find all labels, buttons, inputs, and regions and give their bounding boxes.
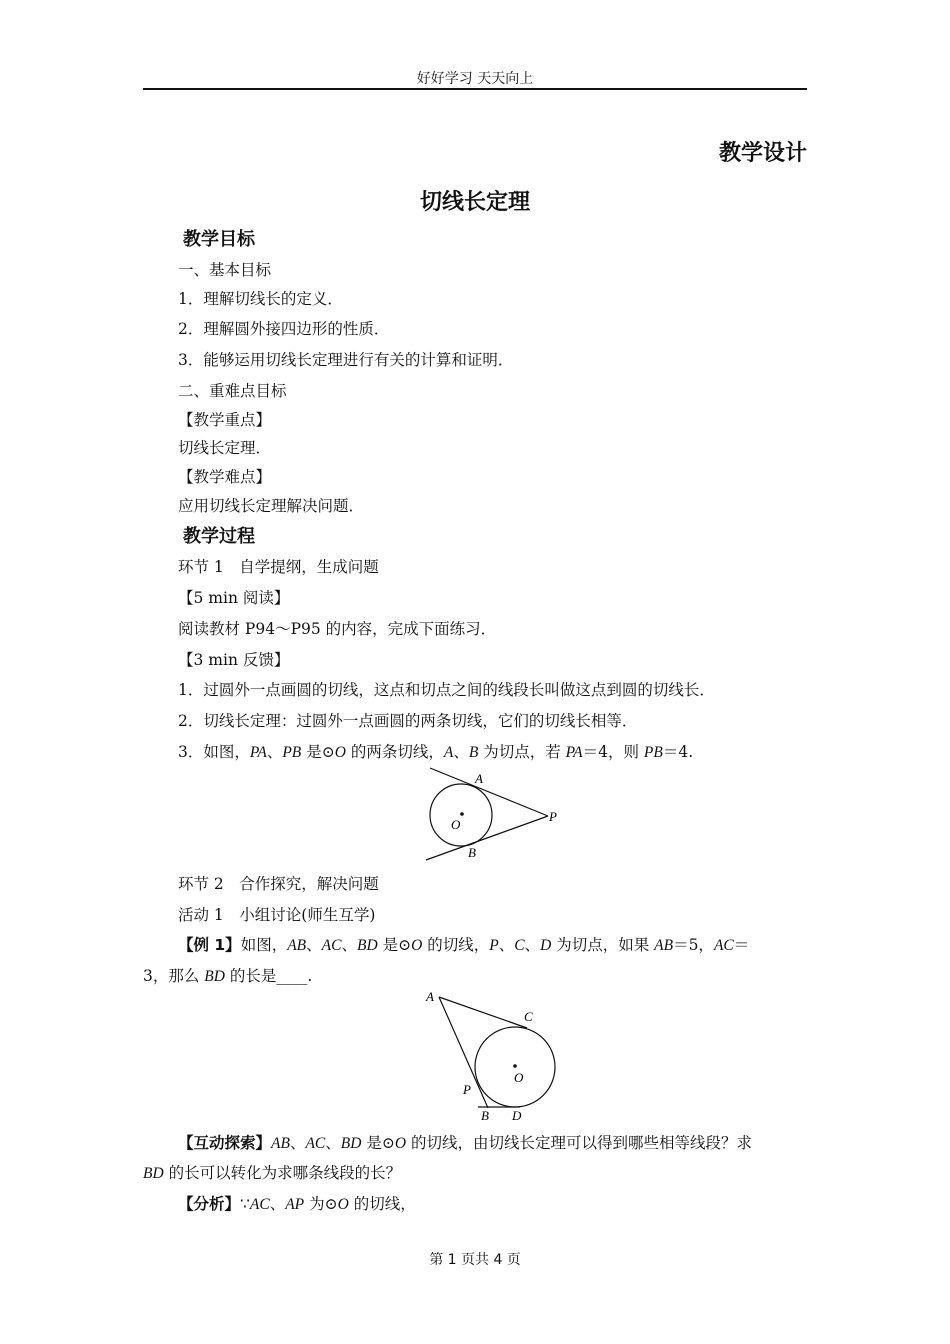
header-motto: 好好学习 天天向上 <box>416 71 534 87</box>
label-d: D <box>512 1108 522 1123</box>
page-title: 切线长定理 <box>419 190 530 215</box>
feedback-item-3: 3．如图，PA、PB 是⊙O 的两条切线，A、B 为切点，若 PA＝4，则 PB＝4. <box>178 743 694 761</box>
difficulty-text: 应用切线长定理解决问题． <box>178 497 365 515</box>
activity1-heading: 活动 1 小组讨论(师生互学) <box>178 906 376 924</box>
reading-label: 【5 min 阅读】 <box>178 589 290 607</box>
example-line-1: 【例 1】如图，AB、AC、BD 是⊙O 的切线，P、C、D 为切点，如果 AB＝5，AC＝ <box>178 936 750 954</box>
label-o: O <box>514 1070 524 1085</box>
objective-item: 3．能够运用切线长定理进行有关的计算和证明． <box>178 351 514 369</box>
example-line-2: 3，那么 BD 的长是____. <box>143 967 313 985</box>
difficulty-label: 【教学难点】 <box>178 468 272 486</box>
label-p: P <box>549 809 557 824</box>
label-c: C <box>524 1009 533 1024</box>
label-a: A <box>475 771 483 786</box>
label-o: O <box>451 817 461 832</box>
explore-line-1: 【互动探索】AB、AC、BD 是⊙O 的切线，由切线长定理可以得到哪些相等线段？求 <box>178 1134 753 1152</box>
objective-item: 1．理解切线长的定义． <box>178 290 343 308</box>
page-number: 第 1 页共 4 页 <box>429 1252 521 1268</box>
tangent-pb <box>426 816 548 860</box>
basic-heading: 一、基本目标 <box>178 261 272 279</box>
header-rule <box>143 88 807 90</box>
center-dot <box>460 812 464 816</box>
focus-label: 【教学重点】 <box>178 411 272 429</box>
doc-label: 教学设计 <box>718 141 807 166</box>
label-b: B <box>481 1108 489 1123</box>
label-b: B <box>468 845 476 860</box>
explore-line-2: BD 的长可以转化为求哪条线段的长？ <box>143 1164 402 1182</box>
feedback-item: 1．过圆外一点画圆的切线，这点和切点之间的线段长叫做这点到圆的切线长． <box>178 681 715 699</box>
figure-tangent-lengths <box>420 765 565 865</box>
analysis-line: 【分析】∵AC、AP 为⊙O 的切线， <box>178 1195 416 1213</box>
objective-item: 2．理解圆外接四边形的性质． <box>178 320 390 338</box>
key-heading: 二、重难点目标 <box>178 382 287 400</box>
feedback-label: 【3 min 反馈】 <box>178 651 290 669</box>
label-a: A <box>426 989 434 1004</box>
figure-example-1 <box>420 988 565 1124</box>
process-heading: 教学过程 <box>183 526 255 547</box>
reading-text: 阅读教材 P94～P95 的内容，完成下面练习． <box>178 620 497 638</box>
tangent-pa <box>430 768 548 816</box>
stage2-heading: 环节 2 合作探究，解决问题 <box>178 875 379 893</box>
objectives-heading: 教学目标 <box>183 229 255 250</box>
center-dot <box>513 1064 517 1068</box>
feedback-item: 2．切线长定理：过圆外一点画圆的两条切线，它们的切线长相等． <box>178 712 638 730</box>
label-p: P <box>463 1082 471 1097</box>
focus-text: 切线长定理． <box>178 439 272 457</box>
tangent-ac <box>439 997 527 1028</box>
stage1-heading: 环节 1 自学提纲，生成问题 <box>178 558 379 576</box>
